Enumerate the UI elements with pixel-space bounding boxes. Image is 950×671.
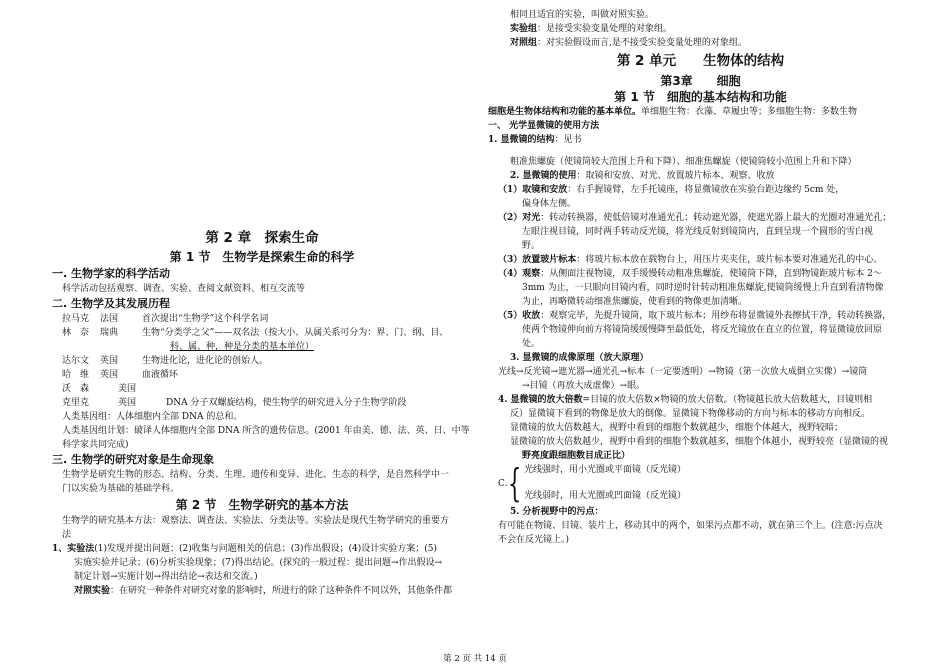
light-adjust-label: C.: [498, 479, 508, 489]
use-step-4: [488, 267, 913, 281]
focus-knobs: 粗准焦螺旋（使镜筒较大范围上升和下降）、细准焦螺旋（使镜筒较小范围上升和下降）: [510, 157, 857, 167]
scientist-name: 达尔文: [62, 356, 90, 366]
genome-definition: 人类基因组：人体细胞内全部 DNA 的总和。: [62, 412, 243, 422]
methods-text: 生物学的研究基本方法：观察法、调查法、实验法、分类法等。实验法是现代生物学研究的重要方: [62, 516, 450, 526]
use-step-1-text: ：右手握镜臂，左手托镜座，将显微镜放在实验台距边缘约 5cm 处，: [567, 185, 845, 195]
table-row: [52, 326, 472, 340]
use-step-4-cont2: 为止，再略微转动细准焦螺旋，使看到的物像更加清晰。: [522, 297, 748, 307]
control-group-label: 对照组: [510, 38, 538, 48]
brace-icon: {: [508, 461, 522, 505]
magnification-brightness: 野亮度跟细胞数目成正比）: [522, 451, 631, 461]
scientist-name: 林 奈: [62, 328, 90, 338]
magnification: [488, 393, 913, 407]
scientist-country: 法国: [100, 314, 119, 324]
control-group-text: ：对实验假设而言,是不接受实验变量处理的对象组。: [537, 38, 747, 48]
control-group: [488, 36, 913, 50]
use-step-5-cont: 使两个物镜伸向前方将镜筒缓缓慢降至最低处，将反光镜放在直立的位置，将显微镜放回原: [522, 325, 883, 335]
scientist-country: 英国: [100, 370, 119, 380]
heading-microscope-usage: 一、 光学显微镜的使用方法: [488, 121, 600, 131]
cell-intro-text: 单细胞生物：衣藻、草履虫等；多细胞生物：多数生物: [641, 107, 858, 117]
microscope-structure-label: 1. 显微镜的结构: [488, 135, 555, 145]
table-row: [52, 382, 472, 396]
scientist-contribution: 科、属、种，种是分类的基本单位）: [170, 342, 315, 352]
table-row: [52, 368, 472, 382]
heading-research-object: 三. 生物学的研究对象是生命现象: [52, 453, 215, 466]
magnification-text: =目镜的放大倍数×物镜的放大倍数。（物镜越长放大倍数越大，目镜则相: [582, 395, 873, 405]
light-weak-rule: 光线弱时，用大光圈或凹面镜（反光镜）: [524, 491, 687, 501]
imaging-path: 光线→反光镜→遮光器→通光孔→标本（一定要透明）→物镜（第一次放大成倒立实像）→镜筒: [498, 367, 868, 377]
use-step-1-label: （1）取镜和安放: [498, 185, 568, 195]
use-step-3-label: （3）放置玻片标本: [498, 255, 577, 265]
magnification-small: 显微镜的放大倍数越少，视野中看到的细胞个数就越多，细胞个体越小，视野较亮（显微镜的视: [510, 437, 889, 447]
microscope-use: [488, 169, 913, 183]
use-step-5-text: ：观察完毕，先提升镜筒，取下玻片标本；用纱布将显微镜外表擦拭干净，转动转换器，: [540, 311, 892, 321]
experiment-method-steps: (1)发现并提出问题；(2)收集与问题相关的信息；(3)作出假设；(4)设计实验方案；(5): [94, 544, 438, 554]
scientist-contribution: 首次提出“生物学”这个科学名词: [142, 314, 269, 324]
microscope-structure-text: ：见书: [554, 135, 582, 145]
spot-analysis-text-cont: 不会在反光镜上。): [498, 535, 570, 545]
use-step-3-text: ：将玻片标本放在载物台上，用压片夹夹住，玻片标本要对准通光孔的中心。: [576, 255, 883, 265]
magnification-large: 显微镜的放大倍数越大，视野中看到的细胞个数就越少，细胞个体越大，视野较暗；: [510, 423, 844, 433]
spot-analysis-text: 有可能在物镜、目镜、装片上，移动其中的两个，如果污点都不动，就在第三个上。(注意:污点决: [498, 521, 883, 531]
spot-analysis-heading: 5. 分析视野中的污点：: [510, 507, 604, 517]
imaging-principle-heading: 3. 显微镜的成像原理（放大原理）: [510, 353, 649, 363]
magnification-label: 4. 显微镜的放大倍数: [498, 395, 583, 405]
cell-intro-bold: 细胞是生物体结构和功能的基本单位。: [488, 107, 642, 117]
scientist-name: [62, 340, 100, 354]
scientist-country: 瑞典: [100, 328, 119, 338]
use-step-5: [488, 309, 913, 323]
section-2-title: 第 2 节 生物学研究的基本方法: [175, 498, 349, 512]
research-object-text: 生物学是研究生物的形态、结构、分类、生理、遗传和变异、进化、生态的科学，是自然科学中一: [62, 470, 450, 480]
use-step-2-cont2: 野。: [522, 241, 541, 251]
table-row: [52, 312, 472, 326]
use-step-4-cont: 3mm 为止，一只眼向目镜内看，同时逆时针转动粗准焦螺旋,使镜筒缓慢上升直到看清物像: [522, 283, 884, 293]
scientist-contribution: 血液循环: [142, 370, 179, 380]
control-experiment: [52, 584, 472, 598]
scientists-table: [52, 312, 472, 410]
use-step-2-text: ：转动转换器，使低倍镜对准通光孔；转动遮光器，使遮光器上最大的光圈对准通光孔；: [540, 213, 892, 223]
microscope-structure: [488, 133, 913, 147]
experiment-method-cont2: 制定计划→实施计划→得出结论→表达和交流。): [74, 572, 258, 582]
use-step-2: [488, 211, 913, 225]
cell-intro: [488, 105, 913, 119]
use-step-2-label: （2）对光: [498, 213, 541, 223]
table-row: [52, 340, 472, 354]
scientist-contribution: 生物“分类学之父”——双名法（按大小、从属关系可分为：界、门、纲、目、: [142, 328, 449, 338]
use-step-4-label: （4）观察: [498, 269, 541, 279]
use-step-1-cont: 偏身体左侧。: [522, 199, 577, 209]
scientist-name: 拉马克: [62, 314, 90, 324]
scientist-country: 英国: [100, 356, 119, 366]
use-step-5-cont2: 处。: [522, 339, 541, 349]
genome-project-cont: 科学家共同完成): [62, 440, 129, 450]
microscope-use-text: ：取镜和安放、对光、放置玻片标本、观察、收放: [576, 171, 775, 181]
right-column: [488, 0, 913, 547]
control-experiment-label: 对照实验: [74, 586, 111, 596]
use-step-1: [488, 183, 913, 197]
scientist-name: 哈 维: [62, 370, 90, 380]
light-adjust-group: [488, 463, 913, 505]
experiment-method: [52, 542, 472, 556]
scientist-name: 沃 森: [62, 384, 90, 394]
methods-text-cont: 法: [62, 530, 72, 540]
heading-scientific-activities: 一. 生物学家的科学活动: [52, 267, 171, 280]
magnification-cont: 反）显微镜下看到的物像是放大的倒像。显微镜下物像移动的方向与标本的移动方向相反。: [510, 409, 871, 419]
control-experiment-text: ：在研究一种条件对研究对象的影响时，所进行的除了这种条件不同以外，其他条件都: [110, 586, 453, 596]
use-step-4-text: ：从侧面注视物镜，双手缓慢转动粗准焦螺旋，使镜筒下降，直到物镜距玻片标本 2～: [540, 269, 882, 279]
paragraph-activities: 科学活动包括观察、调查、实验、查阅文献资料、相互交流等: [62, 284, 306, 294]
genome-project: 人类基因组计划：破译人体细胞内全部 DNA 所含的遗传信息。(2001 年由美、德、法、英、日、中等: [62, 426, 470, 436]
scientist-contribution: 生物进化论，进化论的创始人。: [142, 356, 269, 366]
chapter-3-title: 第3章 细胞: [660, 74, 741, 88]
microscope-use-label: 2. 显微镜的使用: [510, 171, 577, 181]
light-strong-rule: 光线强时，用小光圈或平面镜（反光镜）: [524, 465, 687, 475]
page-footer: 第 2 页 共 14 页: [443, 654, 507, 664]
unit-2-title: 第 2 单元 生物体的结构: [616, 53, 785, 69]
left-column: [52, 0, 472, 598]
section-1-title: 第 1 节 生物学是探索生命的科学: [169, 250, 355, 264]
cell-section-1-title: 第 1 节 细胞的基本结构和功能: [614, 90, 787, 104]
experimental-group: [488, 22, 913, 36]
scientist-contribution: DNA 分子双螺旋结构，使生物学的研究进入分子生物学阶段: [166, 398, 407, 408]
use-step-3: [488, 253, 913, 267]
control-experiment-end: 相同且适宜的实验，叫做对照实验。: [510, 10, 655, 20]
scientist-country: [100, 340, 170, 354]
heading-development-history: 二. 生物学及其发展历程: [52, 297, 171, 310]
imaging-path-cont: →目镜（再放大成虚像）→眼。: [522, 381, 646, 391]
scientist-name: 克里克: [62, 398, 90, 408]
use-step-5-label: （5）收放: [498, 311, 541, 321]
research-object-text-cont: 门以实验为基础的基础学科。: [62, 484, 180, 494]
scientist-country: 英国: [118, 398, 137, 408]
experiment-method-cont: 实施实验并记录；(6)分析实验现象；(7)得出结论。(探究的一般过程：提出问题→作出假设→: [74, 558, 443, 568]
chapter-2-title: 第 2 章 探索生命: [205, 230, 319, 246]
experimental-group-text: ：是接受实验变量处理的对象组。: [537, 24, 673, 34]
scientist-country: 美国: [118, 384, 137, 394]
table-row: [52, 354, 472, 368]
use-step-2-cont: 左眼注视目镜，同时两手转动反光镜，将光线反射到镜筒内，直到呈现一个圆形的雪白视: [522, 227, 874, 237]
experiment-method-label: 1、实验法: [52, 544, 95, 554]
table-row: [52, 396, 472, 410]
experimental-group-label: 实验组: [510, 24, 538, 34]
